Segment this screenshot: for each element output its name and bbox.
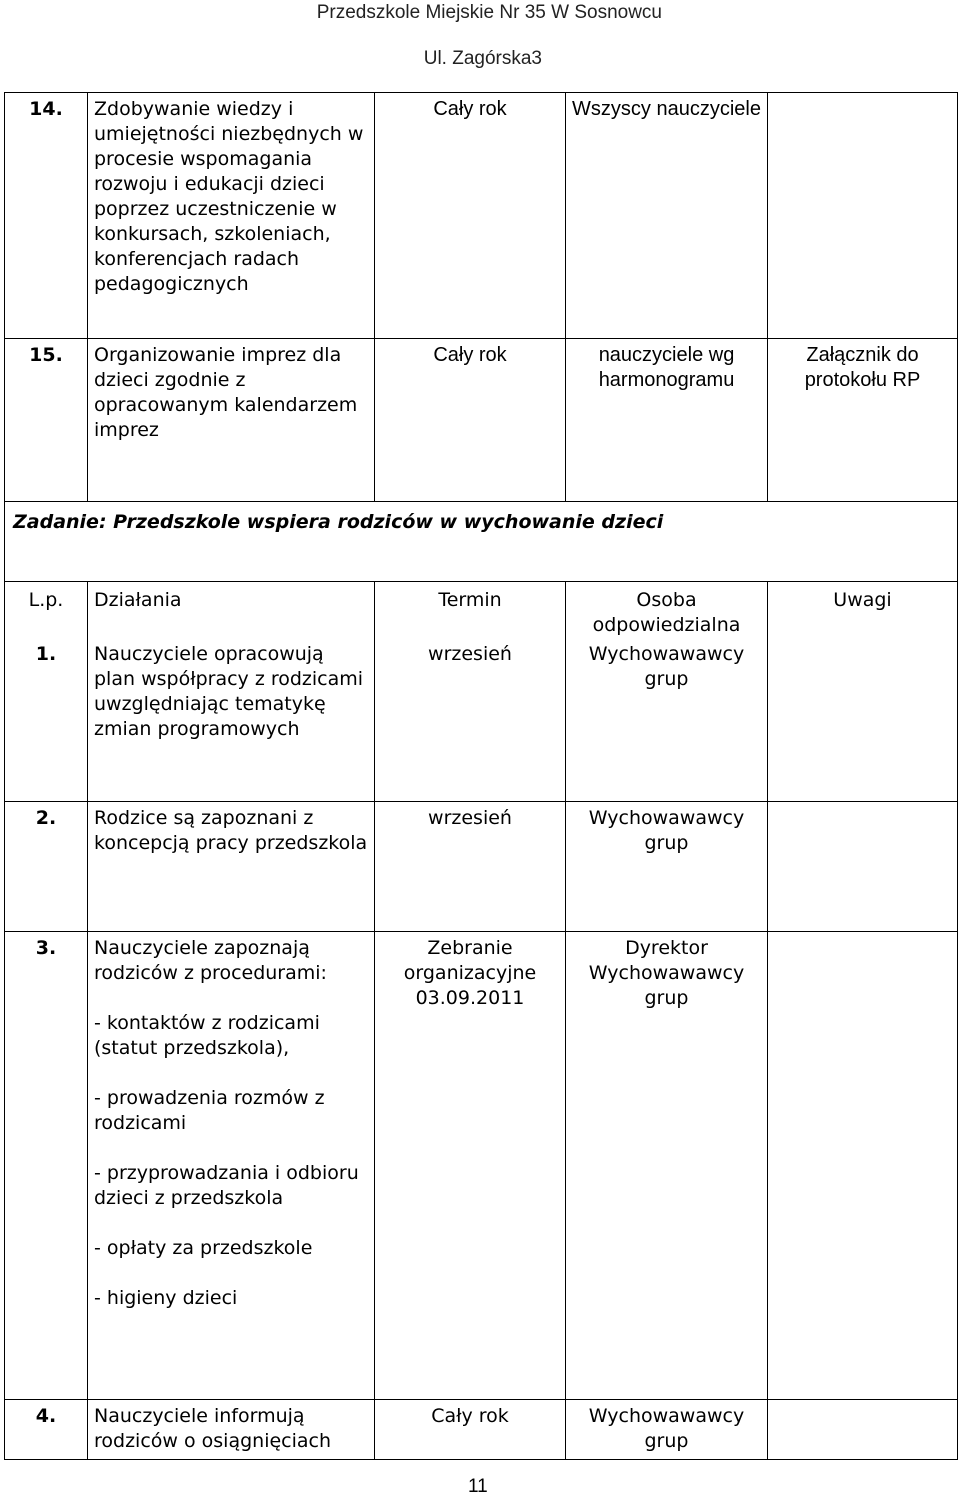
row-action: Zdobywanie wiedzy i umiejętności niezbędnych w procesie wspomagania rozwoju i edukacji dzieci poprzez uczestniczenie w konkursach, szkoleniach, konferencjach radach pedagogicznych [88,93,375,339]
col-header-person: Osoba odpowiedzialna [566,582,768,639]
row-action: Nauczyciele opracowują plan współpracy z rodzicami uwzględniając tematykę zmian programowych [88,638,375,801]
row-number: 4. [5,1399,88,1459]
row-number: 3. [5,931,88,1399]
row-person: Wychowawawcy grup [566,1399,768,1459]
row-notes [768,93,958,339]
row-term: wrzesień [375,801,566,931]
table-row [5,339,958,502]
col-header-lp: L.p. [5,582,88,639]
row-action: Nauczyciele informują rodziców o osiągnięciach [88,1399,375,1459]
row-person [566,931,768,1399]
row-person: Wszyscy nauczyciele [566,93,768,339]
person-director: Dyrektor [625,936,708,959]
parents-task-table [4,501,958,1460]
row-person: nauczyciele wg harmonogramu [566,339,768,502]
table-row [5,801,958,931]
row-term: Cały rok [375,93,566,339]
col-header-action: Działania [88,582,375,639]
column-header-row [5,582,958,639]
task-row [5,502,958,582]
row-person: Wychowawawcy grup [566,638,768,801]
header-school-name: Przedszkole Miejskie Nr 35 W Sosnowcu [316,2,662,23]
col-header-notes: Uwagi [768,582,958,802]
row-action: Rodzice są zapoznani z koncepcją pracy przedszkola [88,801,375,931]
table-row [5,931,958,1399]
row-term: Zebranie organizacyjne 03.09.2011 [375,931,566,1399]
row-person: Wychowawawcy grup [566,801,768,931]
row-action [88,931,375,1399]
procedure-item: - kontaktów z rodzicami (statut przedszkola), [94,1011,320,1059]
row-number: 1. [5,638,88,801]
table-row [5,93,958,339]
row-notes [768,931,958,1399]
row-number: 15. [5,339,88,502]
row-number: 14. [5,93,88,339]
activities-table-top [4,92,958,502]
procedure-item: - opłaty za przedszkole [94,1236,313,1259]
row-notes [768,801,958,931]
row-term: Cały rok [375,339,566,502]
row-term: wrzesień [375,638,566,801]
procedure-item: - prowadzenia rozmów z rodzicami [94,1086,325,1134]
row-notes [768,1399,958,1459]
row-number: 2. [5,801,88,931]
table-row [5,1399,958,1459]
row-term: Cały rok [375,1399,566,1459]
col-header-term: Termin [375,582,566,639]
procedures-intro: Nauczyciele zapoznają rodziców z procedurami: [94,936,327,984]
procedure-item: - higieny dzieci [94,1286,238,1309]
person-teachers: Wychowawawcy grup [588,961,745,1009]
row-action: Organizowanie imprez dla dzieci zgodnie z opracowanym kalendarzem imprez [88,339,375,502]
page-number: 11 [468,1476,488,1497]
header-address: Ul. Zagórska3 [423,48,542,69]
procedure-item: - przyprowadzania i odbioru dzieci z przedszkola [94,1161,359,1209]
row-notes: Załącznik do protokołu RP [768,339,958,502]
task-heading: Zadanie: Przedszkole wspiera rodziców w wychowanie dzieci [5,502,958,582]
